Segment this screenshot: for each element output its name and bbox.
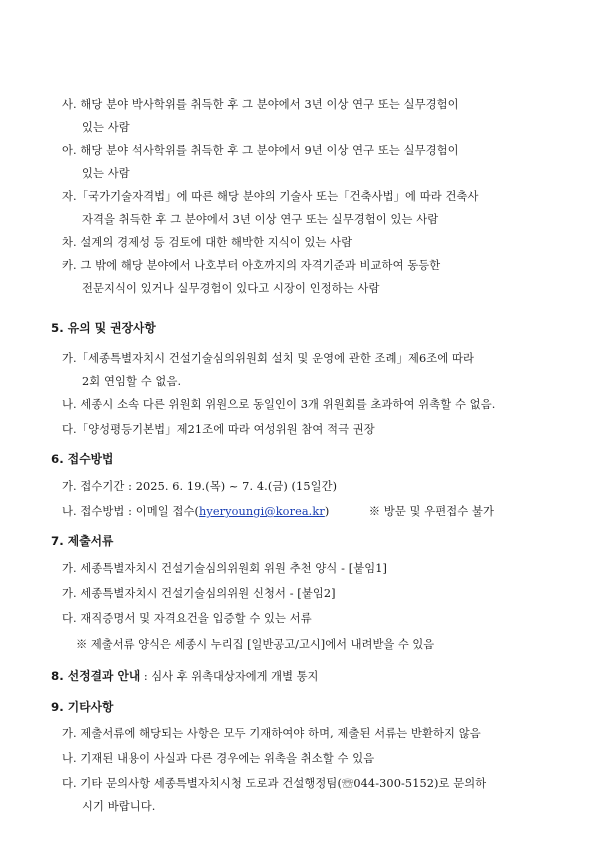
qualification-item-a — [62, 139, 550, 185]
item-line: 있는 사람 — [82, 167, 130, 180]
section-heading-8 — [51, 666, 318, 687]
misc-item-da — [62, 772, 550, 818]
reception-method — [62, 500, 550, 523]
qualification-item-sa — [62, 93, 550, 139]
item-line: 아. 해당 분야 석사학위를 취득한 후 그 분야에서 9년 이상 연구 또는 실무경험이 — [62, 144, 459, 157]
section-8-title: 8. 선정결과 안내 — [51, 669, 141, 683]
qualification-item-ka — [62, 254, 550, 300]
item-line: 2회 연임할 수 없음. — [82, 375, 182, 388]
item-line: 있는 사람 — [82, 121, 130, 134]
caution-item-da: 다.「양성평등기본법」제21조에 따라 여성위원 참여 적극 권장 — [62, 423, 375, 436]
misc-item-ga: 가. 제출서류에 해당되는 사항은 모두 기재하여야 하며, 제출된 서류는 반환하지 않음 — [62, 727, 481, 740]
item-line: 가.「세종특별자치시 건설기술심의위원회 설치 및 운영에 관한 조례」제6조에 따라 — [62, 352, 475, 365]
item-line: 차. 설계의 경제성 등 검토에 대한 해박한 지식이 있는 사람 — [62, 236, 353, 249]
method-label: 나. 접수방법 : 이메일 접수( — [62, 505, 199, 518]
item-line: 다. 기타 문의사항 세종특별자치시청 도로과 건설행정팀(☏044-300-5152)로 문의하 — [62, 777, 487, 790]
section-8-text: : 심사 후 위촉대상자에게 개별 통지 — [140, 670, 319, 683]
section-heading-9: 9. 기타사항 — [51, 700, 114, 714]
item-line: 전문지식이 있거나 실무경험이 있다고 시장이 인정하는 사람 — [82, 282, 380, 295]
reception-period: 가. 접수기간 : 2025. 6. 19.(목) ~ 7. 4.(금) (15일간) — [62, 480, 338, 493]
visit-note: ※ 방문 및 우편접수 불가 — [368, 505, 495, 518]
document-item-1: 가. 세종특별자치시 건설기술심의위원회 위원 추천 양식 - [붙임1] — [62, 562, 388, 575]
item-line: 자.「국가기술자격법」에 따른 해당 분야의 기술사 또는「건축사법」에 따라 건축사 — [62, 190, 479, 203]
qualification-item-cha — [62, 231, 550, 254]
section-heading-7: 7. 제출서류 — [51, 534, 114, 548]
item-line: 시기 바랍니다. — [82, 800, 156, 813]
caution-item-na: 나. 세종시 소속 다른 위원회 위원으로 동일인이 3개 위원회를 초과하여 위촉할 수 없음. — [62, 398, 496, 411]
section-heading-5: 5. 유의 및 권장사항 — [51, 321, 156, 335]
email-link[interactable]: hyeryoungi@korea.kr — [199, 505, 325, 518]
document-item-3: 다. 재직증명서 및 자격요건을 입증할 수 있는 서류 — [62, 612, 312, 625]
qualification-item-ja — [62, 185, 550, 231]
method-close: ) — [324, 505, 330, 518]
caution-item-ga — [62, 347, 550, 393]
section-heading-6: 6. 접수방법 — [51, 452, 114, 466]
item-line: 자격을 취득한 후 그 분야에서 3년 이상 연구 또는 실무경험이 있는 사람 — [82, 213, 439, 226]
item-line: 사. 해당 분야 박사학위를 취득한 후 그 분야에서 3년 이상 연구 또는 실무경험이 — [62, 98, 459, 111]
misc-item-na: 나. 기재된 내용이 사실과 다른 경우에는 위촉을 취소할 수 있음 — [62, 752, 375, 765]
item-line: 카. 그 밖에 해당 분야에서 나호부터 아호까지의 자격기준과 비교하여 동등한 — [62, 259, 441, 272]
document-item-2: 가. 세종특별자치시 건설기술심의위원 신청서 - [붙임2] — [62, 587, 336, 600]
document-note: ※ 제출서류 양식은 세종시 누리집 [일반공고/고시]에서 내려받을 수 있음 — [76, 638, 435, 651]
